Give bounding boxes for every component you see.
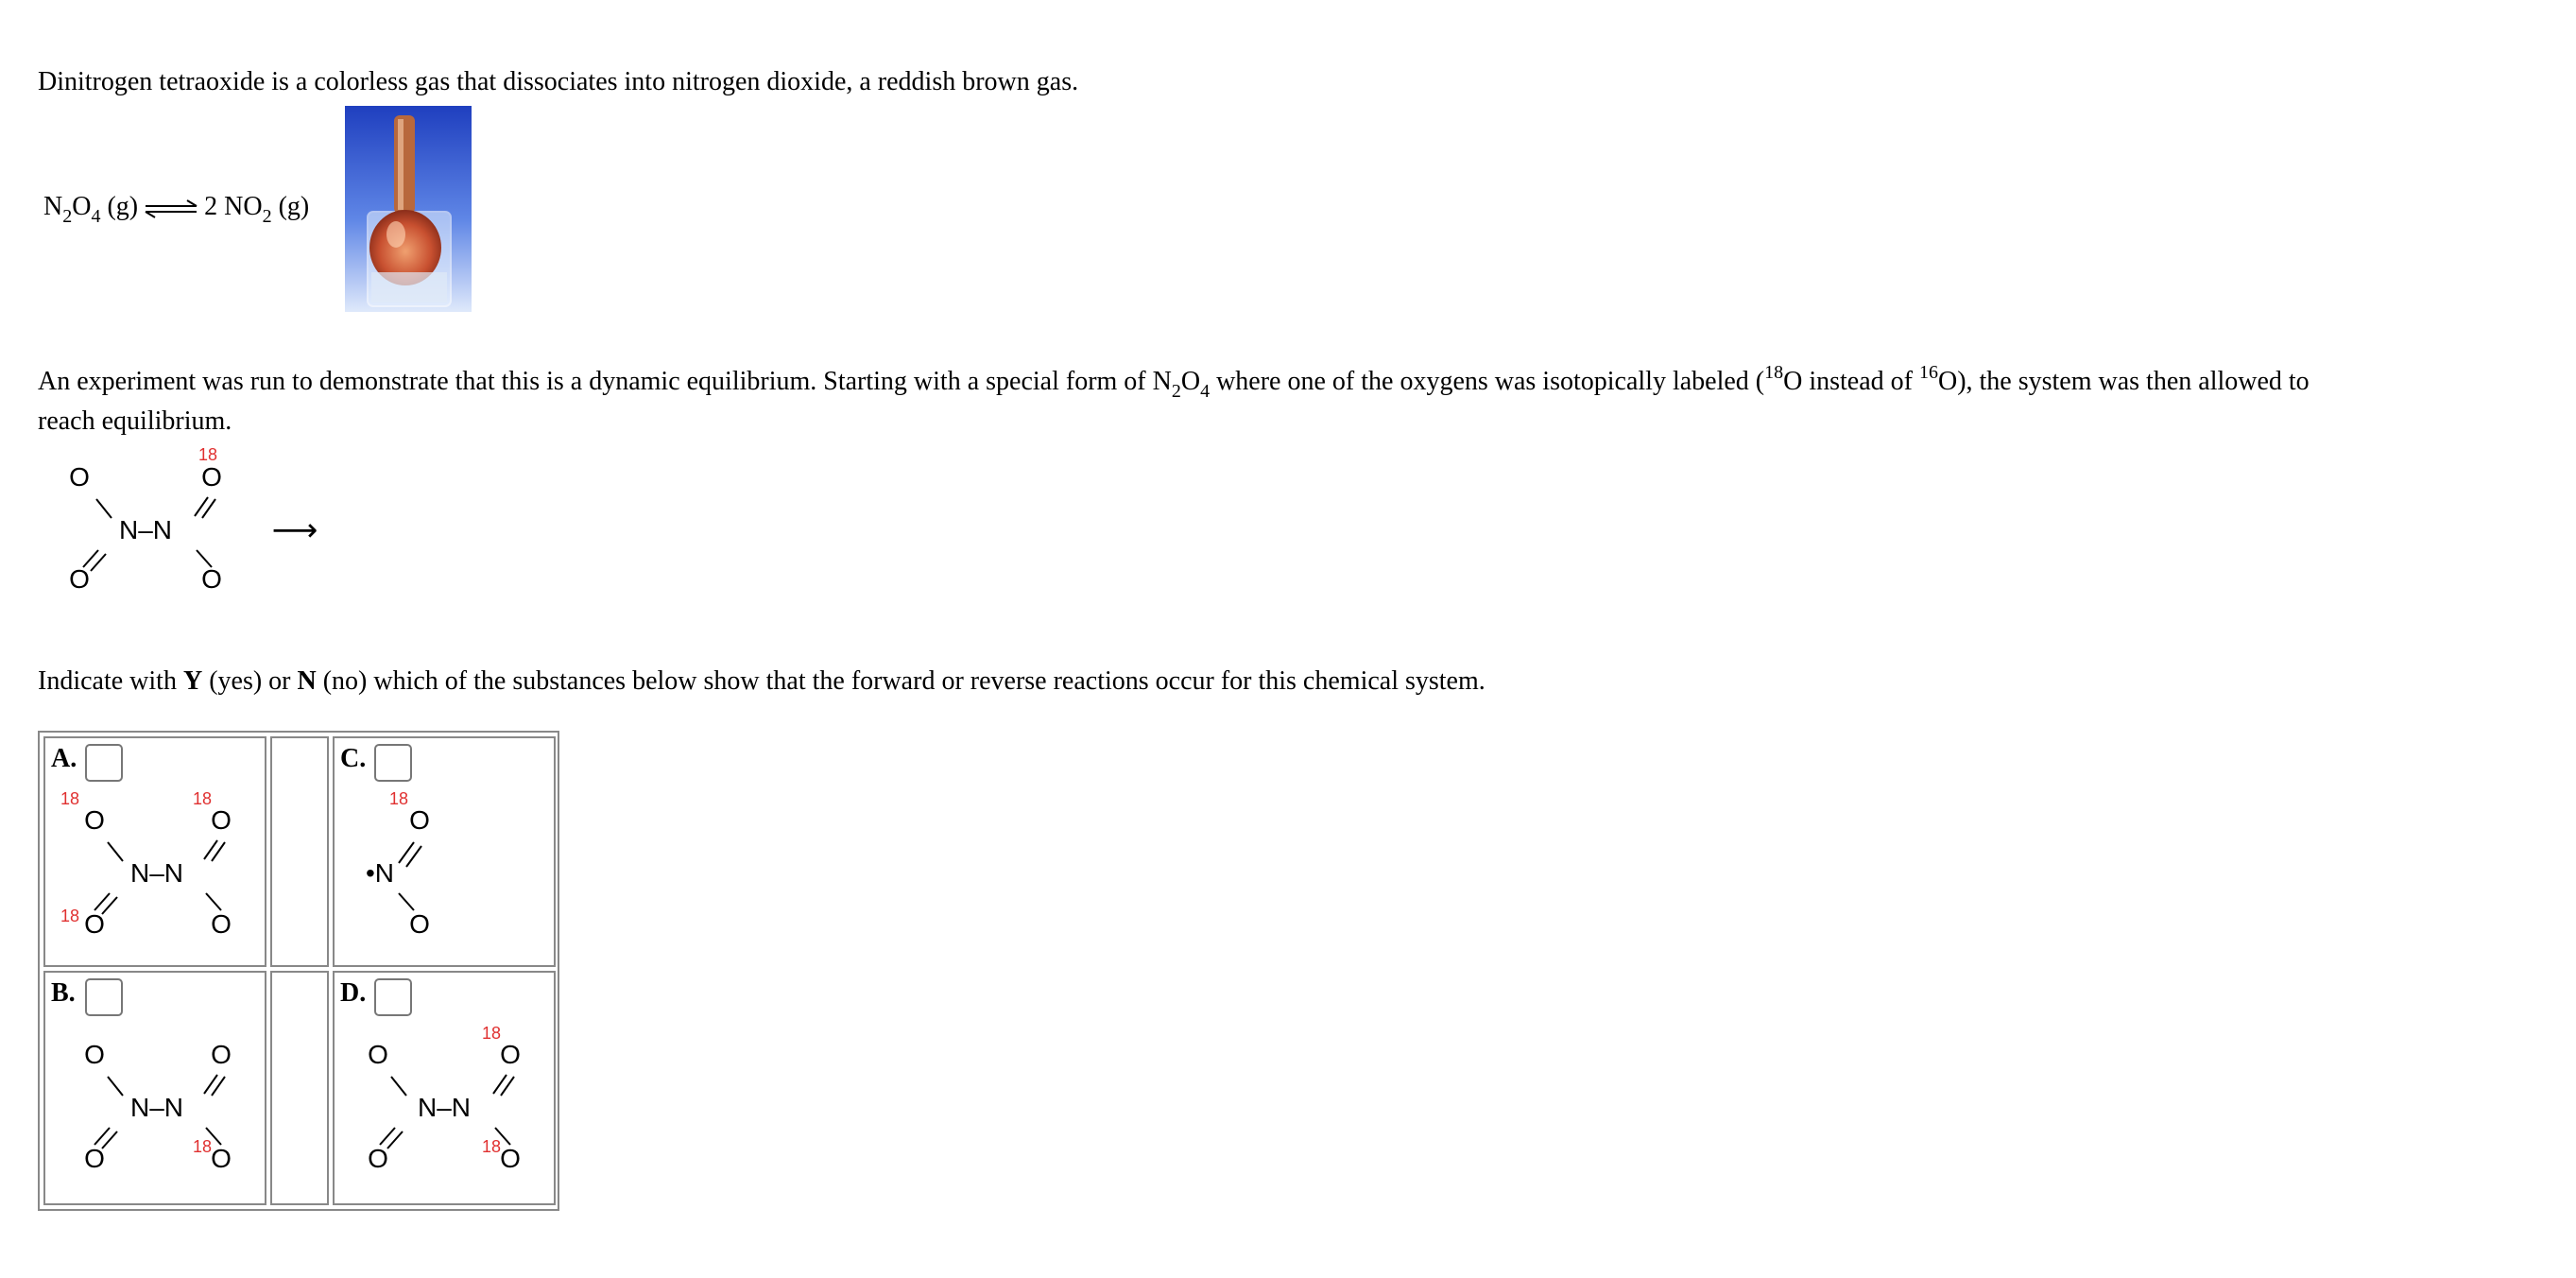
- spacer-cell: [270, 736, 329, 967]
- option-c-molecule: [340, 789, 552, 963]
- svg-text:18: 18: [197, 445, 217, 464]
- svg-text:18: 18: [60, 789, 80, 808]
- svg-text:O: O: [69, 564, 90, 594]
- svg-text:O: O: [84, 805, 105, 835]
- svg-text:O: O: [211, 909, 232, 939]
- option-letter: A.: [51, 744, 77, 773]
- svg-text:18: 18: [482, 1024, 502, 1043]
- option-b-input[interactable]: [85, 978, 123, 1016]
- option-d-molecule: [340, 1024, 552, 1198]
- svg-text:O: O: [84, 909, 105, 939]
- svg-text:O: O: [211, 1040, 232, 1069]
- svg-text:18: 18: [193, 1137, 213, 1156]
- experiment-text-line1: An experiment was run to demonstrate that this is a dynamic equilibrium. Starting with a special form of $N_2O_4$ where one of the oxygens was isotopically labeled ($^{18}$O instead of $^{16}$O), the system was then allowed to: [38, 362, 2310, 402]
- answer-table: [38, 731, 559, 1211]
- option-b-cell: [43, 971, 266, 1205]
- option-a-input[interactable]: [85, 744, 123, 782]
- svg-text:O: O: [368, 1040, 388, 1069]
- svg-text:O: O: [201, 564, 222, 594]
- spacer-cell: [270, 971, 329, 1205]
- starting-molecule-diagram: [38, 444, 340, 605]
- option-d-input[interactable]: [374, 978, 412, 1016]
- svg-text:18: 18: [193, 789, 213, 808]
- option-letter: D.: [340, 978, 367, 1008]
- svg-text:O: O: [84, 1040, 105, 1069]
- option-letter: B.: [51, 978, 76, 1008]
- svg-text:O: O: [211, 805, 232, 835]
- svg-text:O: O: [409, 909, 430, 939]
- svg-text:O: O: [84, 1144, 105, 1173]
- option-d-cell: [333, 971, 556, 1205]
- option-a-cell: [43, 736, 266, 967]
- svg-text:N–N: N–N: [417, 1093, 472, 1122]
- intro-text: Dinitrogen tetraoxide is a colorless gas that dissociates into nitrogen dioxide, a reddish brown gas.: [38, 67, 1079, 96]
- instruction-text: Indicate with Y (yes) or N (no) which of the substances below show that the forward or reverse reactions occur for this chemical system.: [38, 666, 1485, 696]
- svg-text:18: 18: [60, 907, 80, 925]
- option-b-molecule: [51, 1024, 263, 1198]
- svg-text:N–N: N–N: [129, 858, 184, 888]
- option-letter: C.: [340, 744, 367, 773]
- svg-text:18: 18: [389, 789, 409, 808]
- equilibrium-arrow-icon: [142, 199, 200, 218]
- svg-text:N–N: N–N: [129, 1093, 184, 1122]
- option-c-input[interactable]: [374, 744, 412, 782]
- svg-text:O: O: [69, 462, 90, 492]
- option-c-cell: [333, 736, 556, 967]
- svg-text:O: O: [201, 462, 222, 492]
- svg-text:O: O: [409, 805, 430, 835]
- reaction-arrow-icon: ⟶: [271, 512, 318, 548]
- option-a-molecule: [51, 789, 263, 963]
- svg-text:O: O: [211, 1144, 232, 1173]
- svg-text:O: O: [500, 1040, 521, 1069]
- flask-photo: [345, 106, 472, 312]
- svg-text:•N: •N: [365, 858, 395, 888]
- svg-text:O: O: [368, 1144, 388, 1173]
- experiment-text-line2: reach equilibrium.: [38, 406, 232, 436]
- svg-text:18: 18: [482, 1137, 502, 1156]
- equilibrium-equation: $N_2O_4$ (g) 2 $NO_2$ (g): [43, 192, 310, 227]
- svg-text:N–N: N–N: [118, 515, 173, 544]
- svg-text:O: O: [500, 1144, 521, 1173]
